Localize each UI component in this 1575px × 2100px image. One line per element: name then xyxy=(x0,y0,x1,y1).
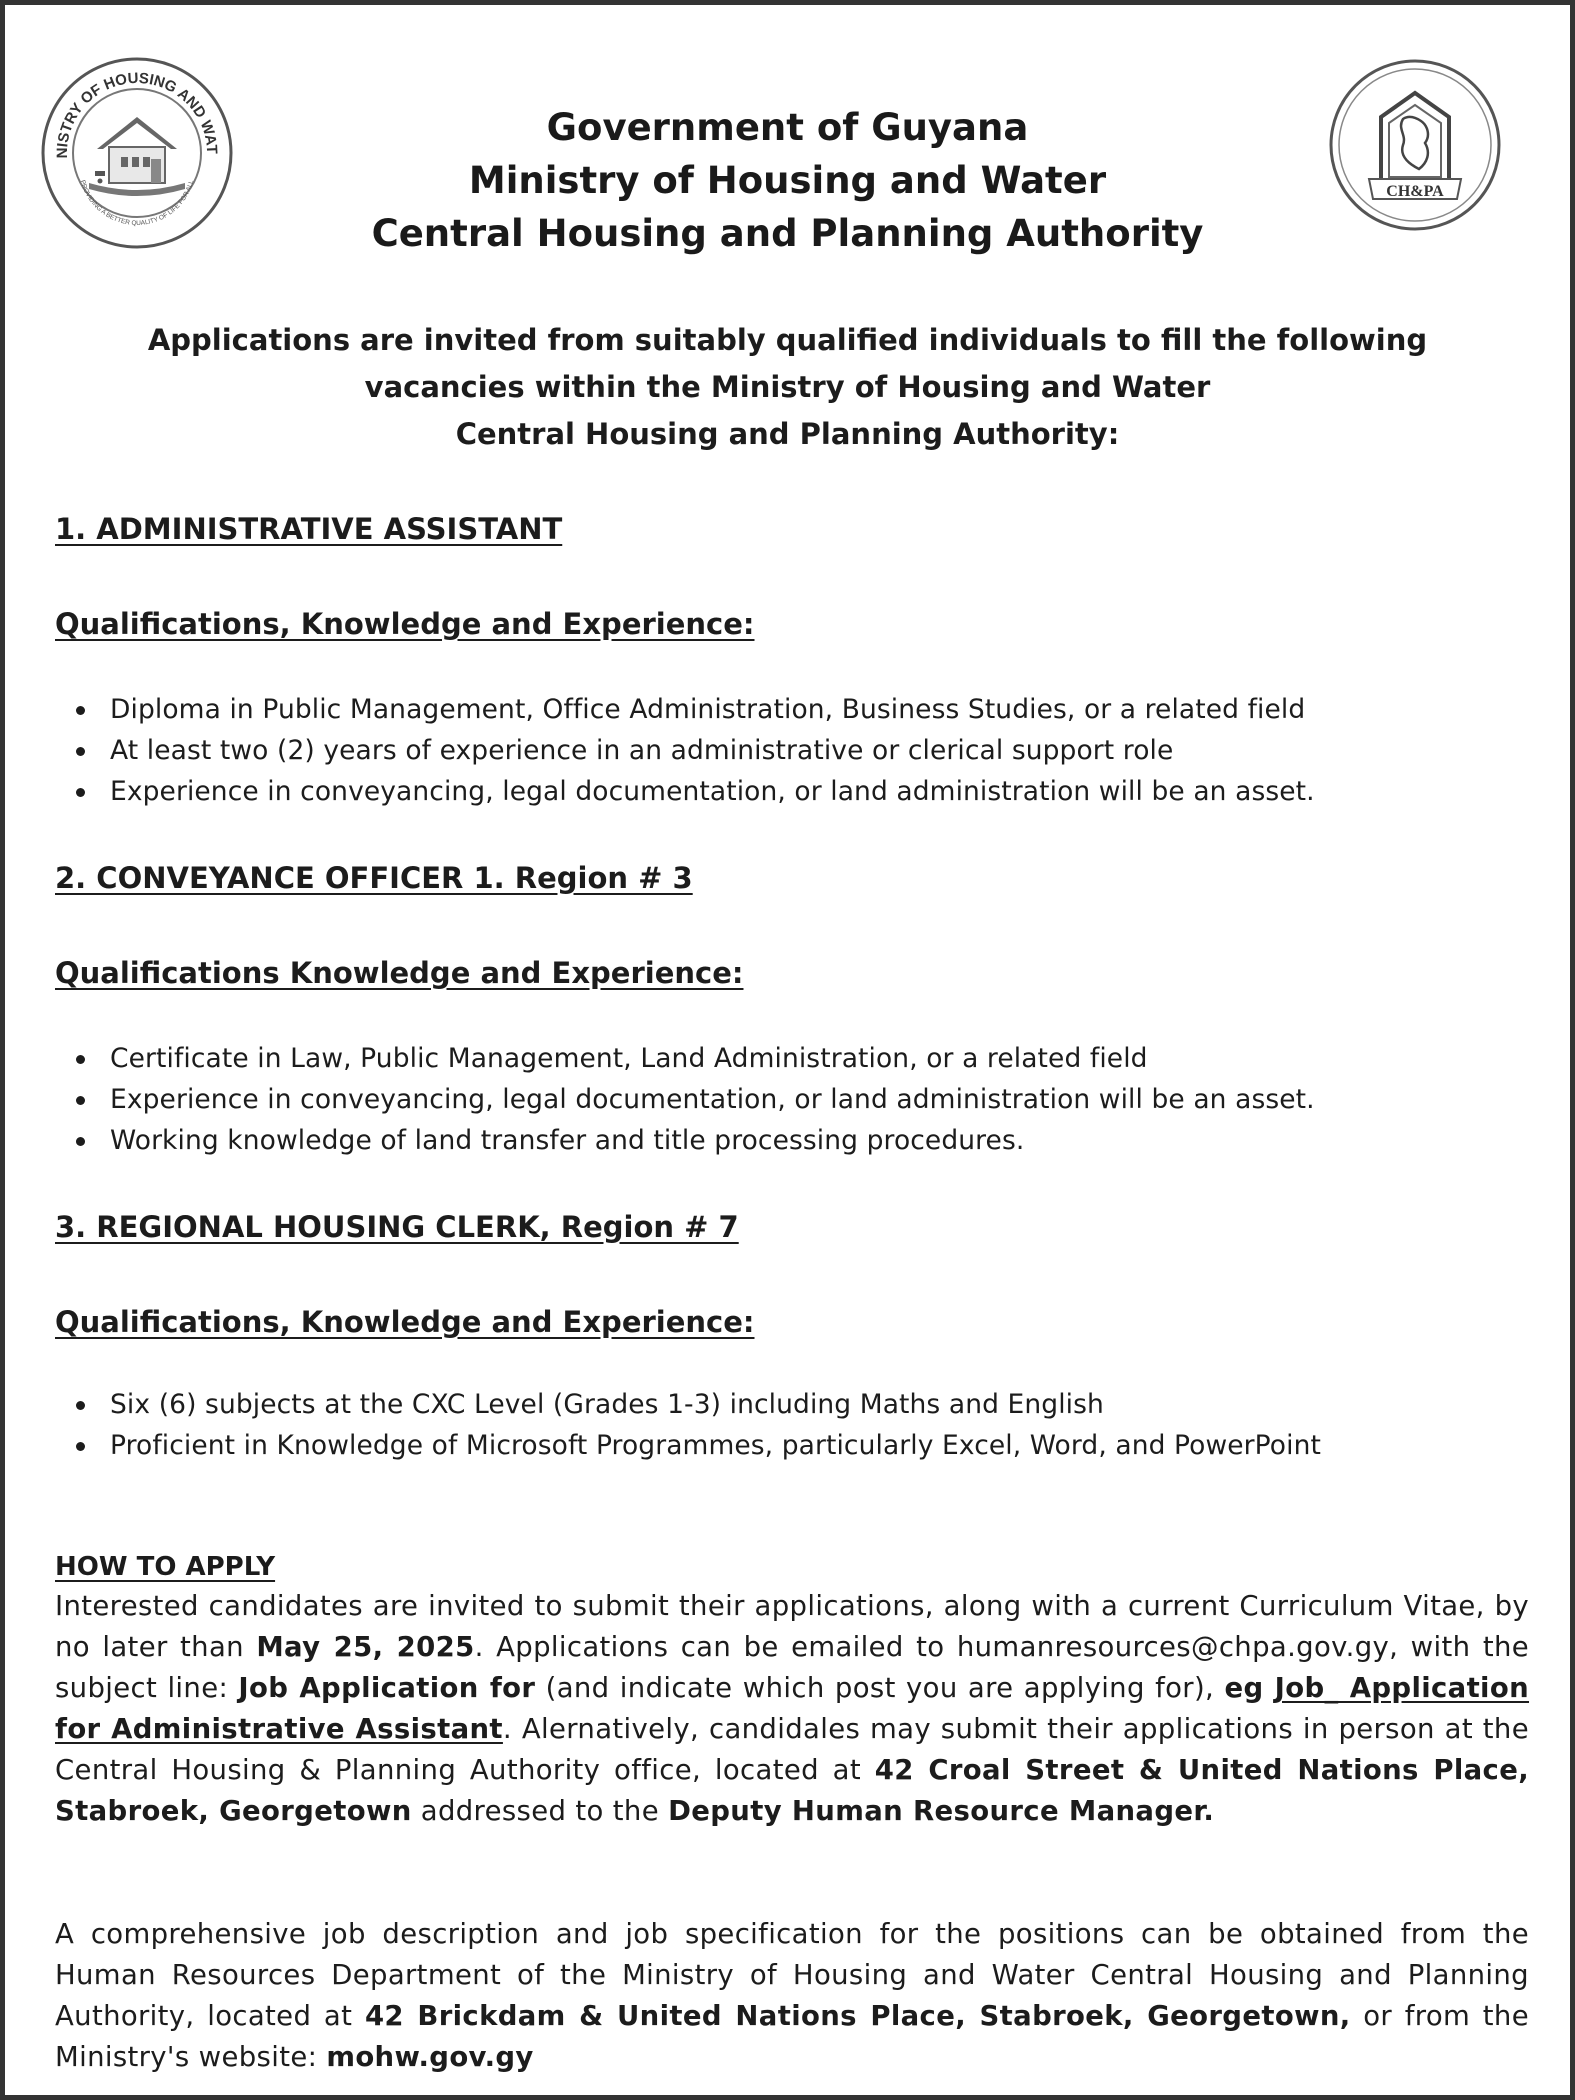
list-item: Experience in conveyancing, legal documentation, or land administration will be an asset. xyxy=(55,1079,1315,1120)
list-item: Experience in conveyancing, legal documentation, or land administration will be an asset. xyxy=(55,771,1315,812)
job-2-qualifications-heading: Qualifications Knowledge and Experience: xyxy=(55,956,744,990)
list-item: Proficient in Knowledge of Microsoft Programmes, particularly Excel, Word, and PowerPoint xyxy=(55,1425,1321,1466)
example-subject: Job_ Application for Administrative Assistant xyxy=(55,1672,1530,1745)
svg-text:PROVIDING A BETTER QUALITY OF: PROVIDING A BETTER QUALITY OF LIFE FOR ALL xyxy=(78,179,196,228)
how-to-apply-paragraph: Interested candidates are invited to submit their applications, along with a current Curriculum Vitae, by no later than May 25, 2025. Applications can be emailed to humanresources@chpa.gov.gy, with the subject line: Job Application for (and indicate which post you are applying for), eg Job_ Application for Administrative Assistant. Alernatively, candidales may submit their applications in person at the Central Housing & Planning Authority office, located at 42 Croal Street & United Nations Place, Stabroek, Georgetown addressed to the Deputy Human Resource Manager. xyxy=(55,1590,1530,1827)
job-3-qualifications-heading: Qualifications, Knowledge and Experience: xyxy=(55,1305,755,1339)
job-1-qualifications-list xyxy=(55,689,1315,812)
header-line-government: Government of Guyana xyxy=(546,106,1029,149)
list-item: Six (6) subjects at the CXC Level (Grades 1-3) including Maths and English xyxy=(55,1384,1321,1425)
job-2-title: 2. CONVEYANCE OFFICER 1. Region # 3 xyxy=(55,861,693,895)
header xyxy=(5,101,1570,260)
list-item: Working knowledge of land transfer and title processing procedures. xyxy=(55,1120,1315,1161)
application-deadline: May 25, 2025 xyxy=(256,1631,475,1663)
job-1-qualifications-heading: Qualifications, Knowledge and Experience: xyxy=(55,607,755,641)
svg-text:MINISTRY OF HOUSING AND WATER: NISTRY OF HOUSING AND WAT xyxy=(53,69,221,159)
intro-line-2: vacancies within the Ministry of Housing and Water xyxy=(364,370,1211,404)
intro-line-1: Applications are invited from suitably qualified individuals to fill the following xyxy=(147,323,1428,357)
list-item: Diploma in Public Management, Office Administration, Business Studies, or a related field xyxy=(55,689,1315,730)
list-item: At least two (2) years of experience in an administrative or clerical support role xyxy=(55,730,1315,771)
subject-line: Job Application for xyxy=(238,1672,536,1704)
ministry-website: mohw.gov.gy xyxy=(326,2041,534,2073)
addressee: Deputy Human Resource Manager. xyxy=(668,1795,1215,1827)
intro xyxy=(65,317,1510,458)
job-1-title: 1. ADMINISTRATIVE ASSISTANT xyxy=(55,512,563,546)
office-address: 42 Croal Street & United Nations Place, Stabroek, Georgetown xyxy=(55,1754,1529,1827)
list-item: Certificate in Law, Public Management, Land Administration, or a related field xyxy=(55,1038,1315,1079)
header-line-authority: Central Housing and Planning Authority xyxy=(371,212,1204,255)
job-description-paragraph: A comprehensive job description and job specification for the positions can be obtained from the Human Resources Department of the Ministry of Housing and Water Central Housing and Planning Authority, located at 42 Brickdam & United Nations Place, Stabroek, Georgetown, or from the Ministry's website: mohw.gov.gy xyxy=(55,1918,1529,2073)
how-to-apply-heading: HOW TO APPLY xyxy=(55,1552,276,1582)
svg-text:CH&PA: CH&PA xyxy=(1386,183,1444,200)
job-2-qualifications-list xyxy=(55,1038,1315,1161)
hr-address: 42 Brickdam & United Nations Place, Stabroek, Georgetown, xyxy=(364,2000,1351,2032)
header-line-ministry: Ministry of Housing and Water xyxy=(468,159,1107,202)
job-3-qualifications-list xyxy=(55,1384,1321,1466)
job-3-title: 3. REGIONAL HOUSING CLERK, Region # 7 xyxy=(55,1210,739,1244)
intro-line-3: Central Housing and Planning Authority: xyxy=(455,417,1120,451)
